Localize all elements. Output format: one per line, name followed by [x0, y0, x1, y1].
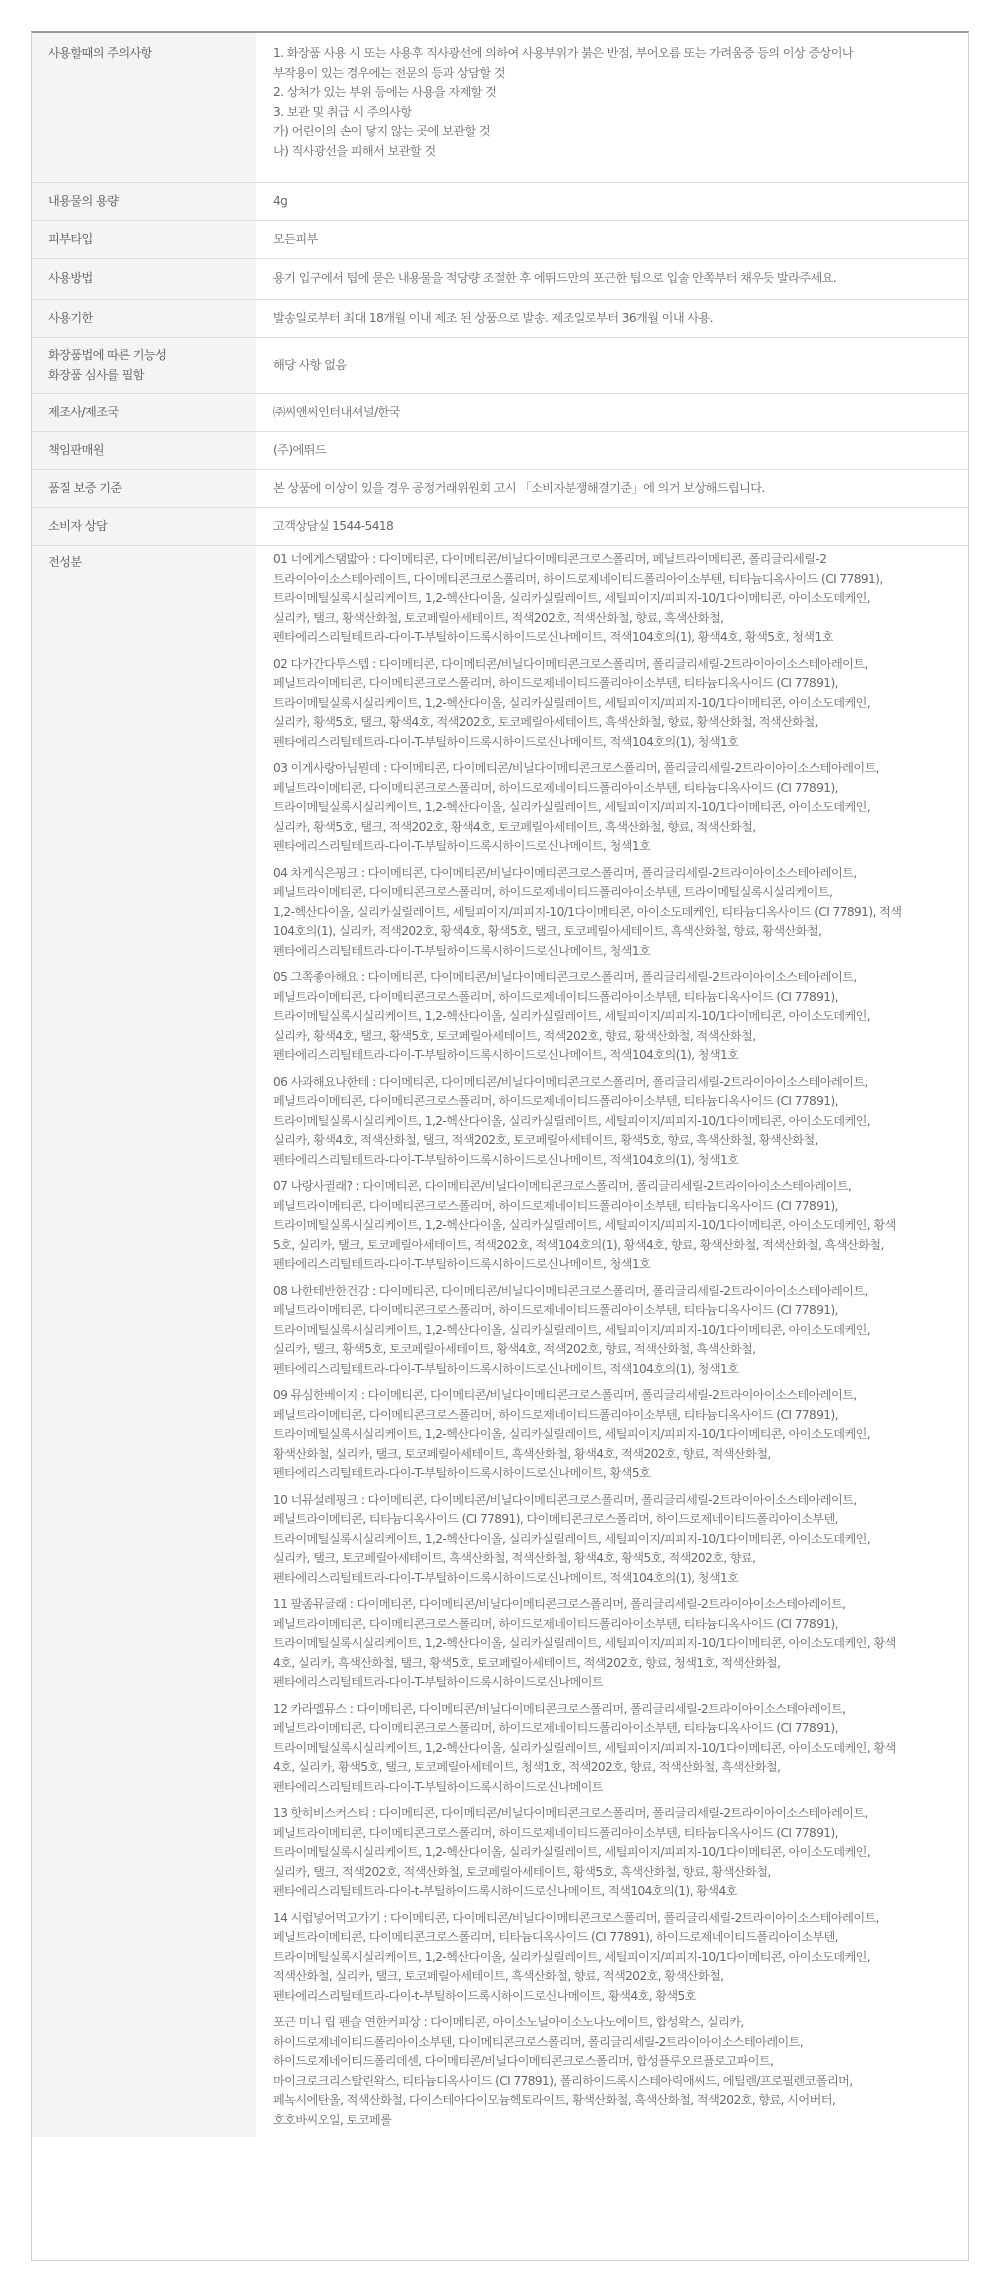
info-row-value: 해당 사항 없음: [256, 338, 968, 394]
caution-line: 1. 화장품 사용 시 또는 사용후 직사광선에 의하여 사용부위가 붉은 반점, 부어오름 또는 가려움증 등의 이상 증상이나: [273, 46, 854, 60]
info-row-label: 사용기한: [32, 300, 256, 338]
ingredient-line: 1,2-헥산다이올, 실리카실릴레이트, 세틸피이지/피피지-10/1다이메티콘, 아이소도데케인, 티타늄디옥사이드 (CI 77891), 적색: [273, 904, 902, 919]
info-row-value: 4g: [256, 183, 968, 221]
ingredient-line: 08 나한테반한건감 : 다이메티콘, 다이메티콘/비닐다이메티콘크로스폴리머, 폴리글리세릴-2트라이아이소스테아레이트,: [273, 1283, 868, 1298]
ingredient-line: 펜타에리스리틸테트라-다이-T-부틸하이드록시하이드로신나메이트: [273, 1675, 603, 1689]
ingredient-shade-block: [273, 1804, 954, 1902]
info-row-label: 품질 보증 기준: [32, 470, 256, 508]
ingredient-line: 트라이메틸실록시실리케이트, 1,2-헥산다이올, 실리카실릴레이트, 세틸피이지/피피지-10/1다이메티콘, 아이소도데케인,: [273, 800, 871, 814]
ingredient-shade-block: [273, 1386, 954, 1484]
ingredient-line: 트라이메틸실록시실리케이트, 1,2-헥산다이올, 실리카실릴레이트, 세틸피이지/피피지-10/1다이메티콘, 아이소도데케인, 황색: [273, 1636, 896, 1650]
ingredient-line: 트라이메틸실록시실리케이트, 1,2-헥산다이올, 실리카실릴레이트, 세틸피이지/피피지-10/1다이메티콘, 아이소도데케인,: [273, 1009, 871, 1023]
ingredient-line: 실리카, 탤크, 토코페릴아세테이트, 흑색산화철, 적색산화철, 황색4호, 황색5호, 적색202호, 향료,: [273, 1551, 756, 1565]
ingredient-line: 13 핫히비스커스티 : 다이메티콘, 다이메티콘/비닐다이메티콘크로스폴리머, 폴리글리세릴-2트라이아이소스테아레이트,: [273, 1806, 868, 1820]
info-row: [32, 470, 968, 508]
caution-line: 부작용이 있는 경우에는 전문의 등과 상담할 것: [273, 65, 505, 80]
ingredient-line: 07 나랑사귈래? : 다이메티콘, 다이메티콘/비닐다이메티콘크로스폴리머, 폴리글리세릴-2트라이아이소스테아레이트,: [273, 1179, 852, 1193]
ingredient-line: 펜타에리스리틸테트라-다이-T-부틸하이드록시하이드로신나메이트, 적색104호의(1), 청색1호: [273, 1361, 739, 1376]
ingredient-shade-block: [273, 1177, 954, 1275]
info-row-value: (주)에뛰드: [256, 432, 968, 470]
info-row-label: 내용물의 용량: [32, 183, 256, 221]
ingredient-line: 페녹시에탄올, 적색산화철, 다이스테아다이모늄헥토라이트, 황색산화철, 흑색산화철, 적색202호, 향료, 시어버터,: [273, 2093, 836, 2107]
ingredient-shade-block: [273, 1073, 954, 1171]
ingredient-line: 마이크로크리스탈린왁스, 티타늄디옥사이드 (CI 77891), 폴리하이드록시스테아릭애씨드, 에틸렌/프로필렌코폴리머,: [273, 2073, 853, 2088]
ingredient-line: 트라이메틸실록시실리케이트, 1,2-헥산다이올, 실리카실릴레이트, 세틸피이지/피피지-10/1다이메티콘, 아이소도데케인,: [273, 591, 871, 605]
ingredient-line: 12 카라멜뮤스 : 다이메티콘, 다이메티콘/비닐다이메티콘크로스폴리머, 폴리글리세릴-2트라이아이소스테아레이트,: [273, 1701, 846, 1716]
ingredient-line: 09 뮤심한베이지 : 다이메티콘, 다이메티콘/비닐다이메티콘크로스폴리머, 폴리글리세릴-2트라이아이소스테아레이트,: [273, 1388, 857, 1402]
ingredient-line: 호호바씨오일, 토코페롤: [273, 2112, 392, 2127]
ingredient-line: 트라이메틸실록시실리케이트, 1,2-헥산다이올, 실리카실릴레이트, 세틸피이지/피피지-10/1다이메티콘, 아이소도데케인, 황색: [273, 1740, 896, 1755]
ingredient-line: 페닐트라이메티콘, 티타늄디옥사이드 (CI 77891), 다이메티콘크로스폴리머, 하이드로제네이티드폴리아이소부텐,: [273, 1512, 838, 1526]
info-row-label: 소비자 상담: [32, 508, 256, 546]
caution-line: 3. 보관 및 취급 시 주의사항: [273, 104, 412, 119]
info-row-label: 피부타입: [32, 221, 256, 259]
ingredient-shade-block: [273, 1595, 954, 1693]
ingredient-line: 펜타에리스리틸테트라-다이-T-부틸하이드록시하이드로신나메이트: [273, 1779, 603, 1794]
ingredient-line: 페닐트라이메티콘, 다이메티콘크로스폴리머, 하이드로제네이티드폴리아이소부텐, 티타늄디옥사이드 (CI 77891),: [273, 1616, 838, 1631]
info-row: [32, 300, 968, 338]
ingredient-line: 펜타에리스리틸테트라-다이-T-부틸하이드록시하이드로신나메이트, 적색104호의(1), 청색1호: [273, 734, 739, 749]
ingredient-shade-block: [273, 2013, 954, 2130]
product-info-table-container: [31, 31, 969, 2261]
ingredient-shade-block: [273, 1491, 954, 1589]
ingredient-shade-block: [273, 1700, 954, 1798]
ingredient-shade-block: [273, 759, 954, 857]
info-row: [32, 221, 968, 259]
caution-line: 2. 상처가 있는 부위 등에는 사용을 자제할 것: [273, 85, 497, 99]
product-info-table: [32, 33, 968, 2137]
info-row-value: 발송일로부터 최대 18개월 이내 제조 된 상품으로 발송. 제조일로부터 36개월 이내 사용.: [256, 300, 968, 338]
info-row-label: 사용할때의 주의사항: [32, 33, 256, 183]
ingredient-line: 펜타에리스리틸테트라-다이-T-부틸하이드록시하이드로신나메이트, 적색104호의(1), 청색1호: [273, 1048, 739, 1062]
info-row-value: 용기 입구에서 팁에 묻은 내용물을 적당량 조절한 후 에뛰드만의 포근한 팁으로 입술 안쪽부터 채우듯 발라주세요.: [256, 259, 968, 300]
ingredient-line: 페닐트라이메티콘, 다이메티콘크로스폴리머, 하이드로제네이티드폴리아이소부텐, 티타늄디옥사이드 (CI 77891),: [273, 780, 838, 795]
ingredient-line: 페닐트라이메티콘, 다이메티콘크로스폴리머, 하이드로제네이티드폴리아이소부텐, 티타늄디옥사이드 (CI 77891),: [273, 1094, 838, 1108]
ingredients-label: 전성분: [32, 546, 256, 2138]
label-line: 화장품 심사를 필함: [48, 367, 144, 382]
ingredient-line: 트라이아이소스테아레이트, 다이메티콘크로스폴리머, 하이드로제네이티드폴리아이소부텐, 티타늄디옥사이드 (CI 77891),: [273, 571, 883, 586]
ingredient-line: 페닐트라이메티콘, 다이메티콘크로스폴리머, 하이드로제네이티드폴리아이소부텐, 트라이메틸실록시실리케이트,: [273, 885, 833, 899]
info-row-label: 책임판매원: [32, 432, 256, 470]
info-row: [32, 259, 968, 300]
ingredient-line: 하이드로제네이티드폴리아이소부텐, 다이메티콘크로스폴리머, 폴리글리세릴-2트라이아이소스테아레이트,: [273, 2034, 804, 2049]
info-row-value: 모든피부: [256, 221, 968, 259]
label-line: 화장품법에 따른 기능성: [48, 348, 167, 362]
ingredient-line: 트라이메틸실록시실리케이트, 1,2-헥산다이올, 실리카실릴레이트, 세틸피이지/피피지-10/1다이메티콘, 아이소도데케인,: [273, 1427, 871, 1441]
ingredient-line: 페닐트라이메티콘, 다이메티콘크로스폴리머, 하이드로제네이티드폴리아이소부텐, 티타늄디옥사이드 (CI 77891),: [273, 1825, 838, 1840]
ingredient-line: 실리카, 황색5호, 탤크, 황색4호, 적색202호, 토코페릴아세테이트, 흑색산화철, 향료, 황색산화철, 적색산화철,: [273, 715, 818, 729]
ingredient-line: 4호, 실리카, 황색5호, 탤크, 토코페릴아세테이트, 청색1호, 적색202호, 향료, 적색산화철, 흑색산화철,: [273, 1760, 781, 1774]
ingredient-line: 펜타에리스리틸테트라-다이-T-부틸하이드록시하이드로신나메이트, 적색104호의(1), 황색4호, 황색5호, 청색1호: [273, 630, 833, 644]
info-row-value: ㈜씨앤씨인터내셔널/한국: [256, 394, 968, 432]
ingredient-line: 트라이메틸실록시실리케이트, 1,2-헥산다이올, 실리카실릴레이트, 세틸피이지/피피지-10/1다이메티콘, 아이소도데케인,: [273, 1949, 871, 1964]
ingredient-line: 하이드로제네이티드폴리데센, 다이메티콘/비닐다이메티콘크로스폴리머, 합성플루오르플로고파이트,: [273, 2054, 774, 2068]
info-row: [32, 394, 968, 432]
caution-line: 가) 어린이의 손이 닿지 않는 곳에 보관할 것: [273, 124, 491, 138]
ingredient-line: 실리카, 황색4호, 적색산화철, 탤크, 적색202호, 토코페릴아세테이트, 황색5호, 향료, 흑색산화철, 황색산화철,: [273, 1133, 818, 1147]
ingredient-shade-block: [273, 968, 954, 1066]
ingredient-line: 5호, 실리카, 탤크, 토코페릴아세테이트, 적색202호, 적색104호의(1), 황색4호, 향료, 황색산화철, 적색산화철, 흑색산화철,: [273, 1237, 884, 1252]
info-row-value: 본 상품에 이상이 있을 경우 공정거래위원회 고시 「소비자분쟁해결기준」에 의거 보상해드립니다.: [256, 470, 968, 508]
ingredient-shade-block: [273, 655, 954, 753]
ingredient-line: 10 너뮤설레핑크 : 다이메티콘, 다이메티콘/비닐다이메티콘크로스폴리머, 폴리글리세릴-2트라이아이소스테아레이트,: [273, 1492, 857, 1507]
info-row-label: 사용방법: [32, 259, 256, 300]
ingredient-line: 14 시럽넣어먹고가기 : 다이메티콘, 다이메티콘/비닐다이메티콘크로스폴리머, 폴리글리세릴-2트라이아이소스테아레이트,: [273, 1910, 879, 1925]
info-row: [32, 183, 968, 221]
info-row: [32, 33, 968, 183]
ingredient-line: 실리카, 탤크, 황색산화철, 토코페릴아세테이트, 적색202호, 적색산화철, 향료, 흑색산화철,: [273, 610, 724, 625]
ingredient-line: 페닐트라이메티콘, 다이메티콘크로스폴리머, 하이드로제네이티드폴리아이소부텐, 티타늄디옥사이드 (CI 77891),: [273, 676, 838, 690]
ingredient-shade-block: [273, 864, 954, 962]
ingredient-line: 페닐트라이메티콘, 다이메티콘크로스폴리머, 티타늄디옥사이드 (CI 77891), 하이드로제네이티드폴리아이소부텐,: [273, 1930, 838, 1944]
ingredient-line: 05 그쪽좋아해요 : 다이메티콘, 다이메티콘/비닐다이메티콘크로스폴리머, 폴리글리세릴-2트라이아이소스테아레이트,: [273, 970, 857, 984]
ingredient-line: 펜타에리스리틸테트라-다이-T-부틸하이드록시하이드로신나메이트, 청색1호: [273, 839, 651, 853]
info-row-label: 제조사/제조국: [32, 394, 256, 432]
ingredient-line: 11 팔좀뮤글래 : 다이메티콘, 다이메티콘/비닐다이메티콘크로스폴리머, 폴리글리세릴-2트라이아이소스테아레이트,: [273, 1597, 846, 1611]
caution-line: 나) 직사광선을 피해서 보관할 것: [273, 143, 436, 158]
ingredient-line: 01 너에게스탬밟아 : 다이메티콘, 다이메티콘/비닐다이메티콘크로스폴리머, 페닐트라이메티콘, 폴리글리세릴-2: [273, 552, 827, 566]
info-row-label: [32, 338, 256, 394]
ingredient-shade-block: [273, 1282, 954, 1380]
ingredient-line: 페닐트라이메티콘, 다이메티콘크로스폴리머, 하이드로제네이티드폴리아이소부텐, 티타늄디옥사이드 (CI 77891),: [273, 1198, 838, 1213]
ingredient-line: 펜타에리스리틸테트라-다이-T-부틸하이드록시하이드로신나메이트, 황색5호: [273, 1466, 651, 1480]
ingredient-line: 03 이게사랑아님뭔데 : 다이메티콘, 다이메티콘/비닐다이메티콘크로스폴리머, 폴리글리세릴-2트라이아이소스테아레이트,: [273, 761, 879, 775]
ingredient-line: 페닐트라이메티콘, 다이메티콘크로스폴리머, 하이드로제네이티드폴리아이소부텐, 티타늄디옥사이드 (CI 77891),: [273, 1407, 838, 1422]
ingredients-row: [32, 546, 968, 2138]
ingredient-line: 트라이메틸실록시실리케이트, 1,2-헥산다이올, 실리카실릴레이트, 세틸피이지/피피지-10/1다이메티콘, 아이소도데케인,: [273, 695, 871, 710]
ingredient-line: 실리카, 황색4호, 탤크, 황색5호, 토코페릴아세테이트, 적색202호, 향료, 황색산화철, 적색산화철,: [273, 1028, 756, 1043]
info-row-value: 고객상담실 1544-5418: [256, 508, 968, 546]
ingredient-line: 02 다가간다투스텝 : 다이메티콘, 다이메티콘/비닐다이메티콘크로스폴리머, 폴리글리세릴-2트라이아이소스테아레이트,: [273, 656, 868, 671]
ingredient-line: 04 차게식은핑크 : 다이메티콘, 다이메티콘/비닐다이메티콘크로스폴리머, 폴리글리세릴-2트라이아이소스테아레이트,: [273, 865, 857, 880]
ingredient-line: 트라이메틸실록시실리케이트, 1,2-헥산다이올, 실리카실릴레이트, 세틸피이지/피피지-10/1다이메티콘, 아이소도데케인, 황색: [273, 1218, 896, 1232]
ingredient-line: 실리카, 탤크, 적색202호, 적색산화철, 토코페릴아세테이트, 황색5호, 흑색산화철, 향료, 황색산화철,: [273, 1864, 771, 1879]
ingredient-line: 펜타에리스리틸테트라-다이-t-부틸하이드록시하이드로신나메이트, 황색4호, 황색5호: [273, 1988, 696, 2003]
ingredient-line: 트라이메틸실록시실리케이트, 1,2-헥산다이올, 실리카실릴레이트, 세틸피이지/피피지-10/1다이메티콘, 아이소도데케인,: [273, 1322, 871, 1337]
ingredient-line: 페닐트라이메티콘, 다이메티콘크로스폴리머, 하이드로제네이티드폴리아이소부텐, 티타늄디옥사이드 (CI 77891),: [273, 1721, 838, 1735]
ingredient-line: 펜타에리스리틸테트라-다이-T-부틸하이드록시하이드로신나메이트, 청색1호: [273, 1257, 651, 1271]
ingredient-line: 06 사과해요나한테 : 다이메티콘, 다이메티콘/비닐다이메티콘크로스폴리머, 폴리글리세릴-2트라이아이소스테아레이트,: [273, 1074, 868, 1089]
ingredient-shade-block: [273, 550, 954, 648]
ingredient-line: 4호, 실리카, 흑색산화철, 탤크, 황색5호, 토코페릴아세테이트, 적색202호, 향료, 청색1호, 적색산화철,: [273, 1655, 781, 1670]
ingredient-line: 황색산화철, 실리카, 탤크, 토코페릴아세테이트, 흑색산화철, 황색4호, 적색202호, 향료, 적색산화철,: [273, 1446, 771, 1461]
ingredient-line: 펜타에리스리틸테트라-다이-T-부틸하이드록시하이드로신나메이트, 적색104호의(1), 청색1호: [273, 1152, 739, 1167]
ingredient-line: 적색산화철, 실리카, 탤크, 토코페릴아세테이트, 흑색산화철, 향료, 적색202호, 황색산화철,: [273, 1969, 724, 1983]
ingredient-line: 펜타에리스리틸테트라-다이-T-부틸하이드록시하이드로신나메이트, 청색1호: [273, 943, 651, 958]
info-row: [32, 338, 968, 394]
ingredient-line: 실리카, 탤크, 황색5호, 토코페릴아세테이트, 황색4호, 적색202호, 향료, 적색산화철, 흑색산화철,: [273, 1342, 756, 1356]
ingredient-line: 펜타에리스리틸테트라-다이-t-부틸하이드록시하이드로신나메이트, 적색104호의(1), 황색4호: [273, 1884, 737, 1898]
ingredient-line: 포근 미니 립 펜슬 연한커피상 : 다이메티콘, 아이소노닐아이소노나노에이트, 합성왁스, 실리카,: [273, 2015, 744, 2029]
info-row: [32, 508, 968, 546]
ingredient-line: 페닐트라이메티콘, 다이메티콘크로스폴리머, 하이드로제네이티드폴리아이소부텐, 티타늄디옥사이드 (CI 77891),: [273, 989, 838, 1004]
ingredient-shade-block: [273, 1909, 954, 2007]
info-row: [32, 432, 968, 470]
ingredients-value: [256, 546, 968, 2138]
ingredient-line: 트라이메틸실록시실리케이트, 1,2-헥산다이올, 실리카실릴레이트, 세틸피이지/피피지-10/1다이메티콘, 아이소도데케인,: [273, 1845, 871, 1859]
ingredient-line: 펜타에리스리틸테트라-다이-T-부틸하이드록시하이드로신나메이트, 적색104호의(1), 청색1호: [273, 1570, 739, 1585]
ingredient-line: 트라이메틸실록시실리케이트, 1,2-헥산다이올, 실리카실릴레이트, 세틸피이지/피피지-10/1다이메티콘, 아이소도데케인,: [273, 1113, 871, 1128]
ingredient-line: 트라이메틸실록시실리케이트, 1,2-헥산다이올, 실리카실릴레이트, 세틸피이지/피피지-10/1다이메티콘, 아이소도데케인,: [273, 1531, 871, 1546]
ingredient-line: 104호의(1), 실리카, 적색202호, 황색4호, 황색5호, 탤크, 토코페릴아세테이트, 흑색산화철, 향료, 황색산화철,: [273, 924, 822, 938]
info-row-value: [256, 33, 968, 183]
ingredient-line: 페닐트라이메티콘, 다이메티콘크로스폴리머, 하이드로제네이티드폴리아이소부텐, 티타늄디옥사이드 (CI 77891),: [273, 1303, 838, 1317]
ingredient-line: 실리카, 황색5호, 탤크, 적색202호, 황색4호, 토코페릴아세테이트, 흑색산화철, 향료, 적색산화철,: [273, 819, 756, 834]
